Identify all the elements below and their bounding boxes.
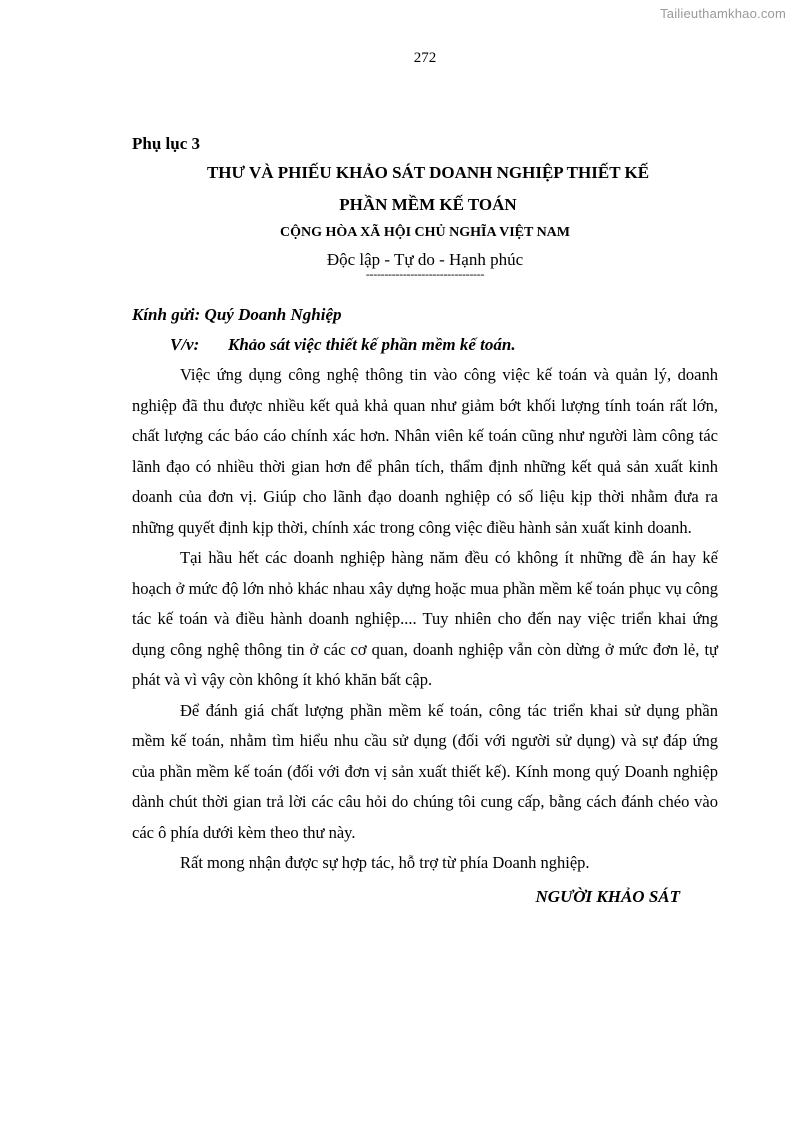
subject-label: V/v:	[170, 335, 200, 354]
document-title-line-1: THƯ VÀ PHIẾU KHẢO SÁT DOANH NGHIỆP THIẾT KẾ	[206, 163, 650, 182]
body-paragraph-2: Tại hầu hết các doanh nghiệp hàng năm đều có không ít những đề án hay kế hoạch ở mức độ lớn nhỏ khác nhau xây dựng hoặc mua phần mềm kế toán phục vụ công tác kế toán và điều hành doanh nghiệp.... Tuy nhiên cho đến nay việc triển khai ứng dụng công nghệ thông tin ở các cơ quan, doanh nghiệp vẫn còn dừng ở mức đơn lẻ, tự phát và vì vậy còn không ít khó khăn bất cập.	[132, 548, 718, 689]
appendix-label: Phụ lục 3	[132, 134, 201, 153]
national-heading: CỘNG HÒA XÃ HỘI CHỦ NGHĨA VIỆT NAM	[279, 225, 570, 240]
national-motto: Độc lập - Tự do - Hạnh phúc	[326, 250, 524, 269]
document-body	[132, 131, 718, 909]
page-number: 272	[413, 50, 437, 66]
divider-rule: --------------------------------	[365, 267, 485, 281]
signer-title: NGƯỜI KHẢO SÁT	[535, 886, 680, 906]
body-paragraph-1: Việc ứng dụng công nghệ thông tin vào công việc kế toán và quản lý, doanh nghiệp đã thu được nhiều kết quả khả quan như giảm bớt khối lượng tính toán rất lớn, chất lượng các báo cáo chính xác hơn. Nhân viên kế toán cũng như người làm công tác lãnh đạo có nhiều thời gian hơn để phân tích, thẩm định những kết quả sản xuất kinh doanh của đơn vị. Giúp cho lãnh đạo doanh nghiệp có số liệu kịp thời nhằm đưa ra những quyết định kịp thời, chính xác trong công việc điều hành sản xuất kinh doanh.	[132, 365, 718, 537]
salutation: Kính gửi: Quý Doanh Nghiệp	[132, 305, 342, 324]
subject-text: Khảo sát việc thiết kế phần mềm kế toán.	[228, 335, 516, 354]
body-paragraph-4: Rất mong nhận được sự hợp tác, hỗ trợ từ phía Doanh nghiệp.	[180, 853, 590, 872]
subject-line	[132, 334, 718, 356]
body-paragraph-3: Để đánh giá chất lượng phần mềm kế toán, công tác triển khai sử dụng phần mềm kế toán, nhằm tìm hiểu nhu cầu sử dụng (đối với người sử dụng) và sự đáp ứng của phần mềm kế toán (đối với đơn vị sản xuất thiết kế). Kính mong quý Doanh nghiệp dành chút thời gian trả lời các câu hỏi do chúng tôi cung cấp, bằng cách đánh chéo vào các ô phía dưới kèm theo thư này.	[132, 700, 718, 842]
document-title-line-2: PHẦN MỀM KẾ TOÁN	[339, 195, 517, 214]
watermark: Tailieuthamkhao.com	[660, 6, 786, 21]
